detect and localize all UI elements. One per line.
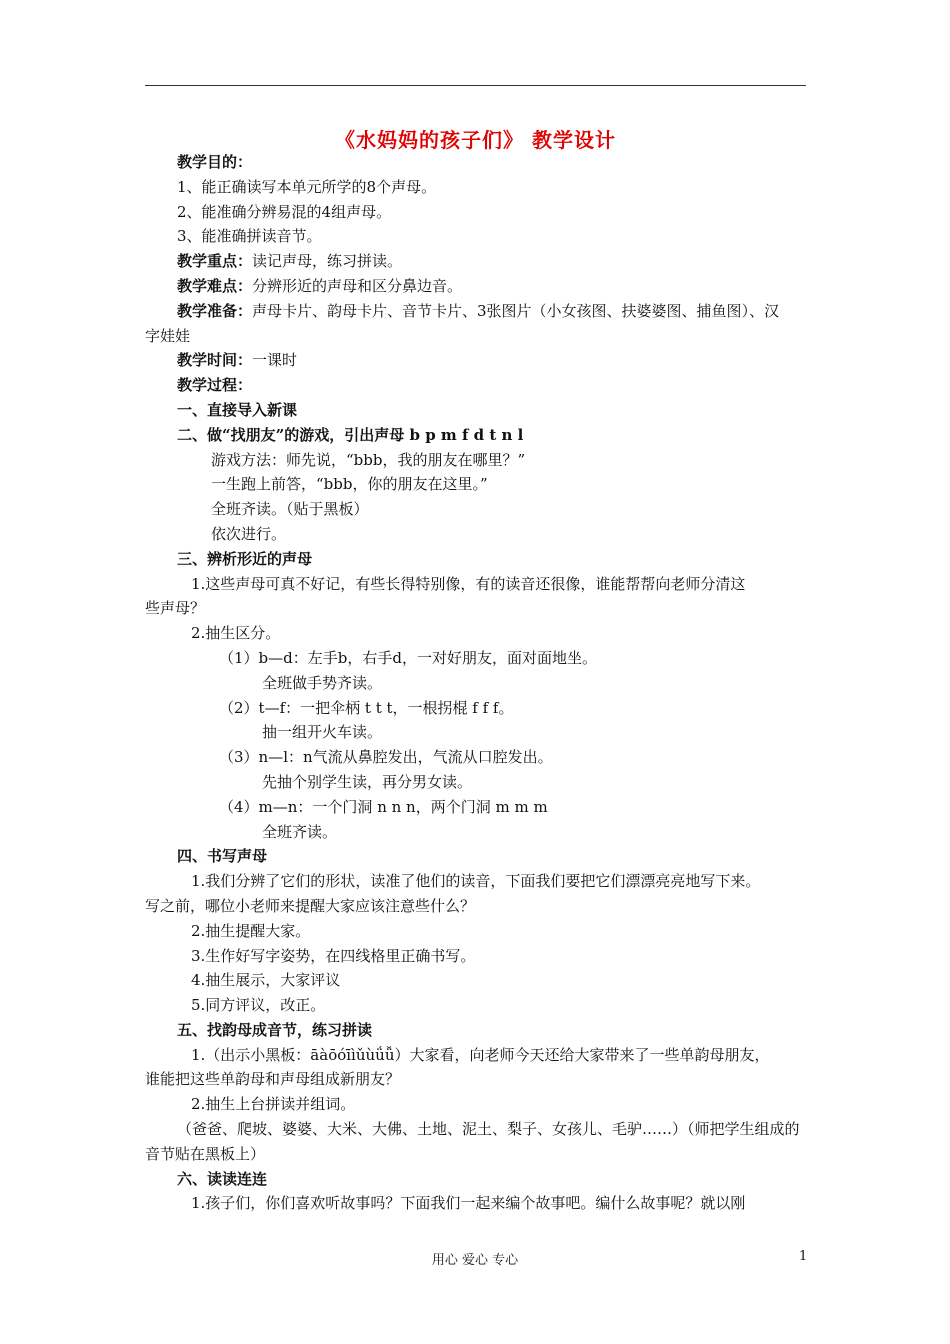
text-line: [145, 1167, 810, 1192]
line-text: 2.抽生上台拼读并组词。: [191, 1095, 356, 1114]
text-line: [145, 1067, 810, 1092]
text-line: [145, 572, 810, 597]
text-line: [145, 1142, 810, 1167]
line-text: 1.孩子们，你们喜欢听故事吗？下面我们一起来编个故事吧。编什么故事呢？就以刚: [191, 1194, 746, 1213]
text-line: [145, 150, 810, 175]
bold-label: 六、读读连连: [177, 1169, 268, 1188]
text-line: [145, 646, 810, 671]
text-line: [145, 423, 810, 448]
line-text: 抽一组开火车读。: [262, 723, 383, 742]
line-text: （1）b—d：左手b，右手d，一对好朋友，面对面地坐。: [219, 648, 597, 667]
text-line: [145, 944, 810, 969]
line-text: （2）t—f：一把伞柄 t t t，一根拐棍 f f f。: [219, 698, 514, 717]
bold-label: 一、直接导入新课: [177, 400, 298, 419]
line-text: 游戏方法：师先说，“bbb，我的朋友在哪里？”: [211, 450, 526, 469]
line-text: 全班做手势齐读。: [262, 673, 383, 692]
bold-label: 三、辨析形近的声母: [177, 549, 313, 568]
text-line: [145, 1043, 810, 1068]
text-line: [145, 696, 810, 721]
line-text: 3.生作好写字姿势，在四线格里正确书写。: [191, 946, 476, 965]
text-line: [145, 175, 810, 200]
line-text: 一生跑上前答，“bbb，你的朋友在这里。”: [211, 475, 488, 494]
bold-label: 教学过程：: [177, 376, 253, 395]
line-text: 声母卡片、韵母卡片、音节卡片、3张图片（小女孩图、扶婆婆图、捕鱼图）、汉: [252, 301, 780, 320]
line-text: （爸爸、爬坡、婆婆、大米、大佛、土地、泥土、梨子、女孩儿、毛驴……）（师把学生组成的: [177, 1120, 800, 1139]
header-rule: [145, 85, 806, 86]
text-line: [145, 770, 810, 795]
line-text: 4.抽生展示，大家评议: [191, 971, 341, 990]
line-text: 音节贴在黑板上）: [145, 1144, 266, 1163]
line-text: 1.（出示小黑板：āàōóīìǔùǘǚ）大家看，向老师今天还给大家带来了一些单韵母朋友，: [191, 1045, 770, 1064]
text-line: [145, 621, 810, 646]
text-line: [145, 968, 810, 993]
text-line: [145, 274, 810, 299]
line-text: 1.我们分辨了它们的形状，读准了他们的读音，下面我们要把它们漂漂亮亮地写下来。: [191, 872, 761, 891]
text-line: [145, 200, 810, 225]
line-text: （4）m—n：一个门洞 n n n，两个门洞 m m m: [219, 797, 548, 816]
line-text: 分辨形近的声母和区分鼻边音。: [252, 276, 463, 295]
text-line: [145, 547, 810, 572]
text-line: [145, 894, 810, 919]
text-line: [145, 869, 810, 894]
text-line: [145, 472, 810, 497]
line-text: 写之前，哪位小老师来提醒大家应该注意些什么？: [145, 896, 476, 915]
text-line: [145, 497, 810, 522]
bold-label: 四、书写声母: [177, 847, 268, 866]
bold-label: 教学难点：: [177, 276, 253, 295]
text-line: [145, 820, 810, 845]
line-text: 谁能把这些单韵母和声母组成新朋友？: [145, 1070, 401, 1089]
line-text: （3）n—l：n气流从鼻腔发出，气流从口腔发出。: [219, 748, 553, 767]
text-line: [145, 671, 810, 696]
line-text: 一课时: [252, 351, 298, 370]
line-text: 1、能正确读写本单元所学的8个声母。: [177, 177, 437, 196]
line-text: 读记声母，练习拼读。: [252, 252, 403, 271]
text-line: [145, 919, 810, 944]
line-text: 1.这些声母可真不好记，有些长得特别像，有的读音还很像，谁能帮帮向老师分清这: [191, 574, 746, 593]
line-text: 字娃娃: [145, 326, 191, 345]
document-body: [145, 150, 810, 1216]
text-line: [145, 844, 810, 869]
text-line: [145, 795, 810, 820]
text-line: [145, 299, 810, 324]
text-line: [145, 720, 810, 745]
text-line: [145, 348, 810, 373]
text-line: [145, 373, 810, 398]
text-line: [145, 993, 810, 1018]
text-line: [145, 745, 810, 770]
bold-label: 教学重点：: [177, 252, 253, 271]
bold-label: 教学时间：: [177, 351, 253, 370]
document-title: 《水妈妈的孩子们》 教学设计: [335, 128, 616, 152]
text-line: [145, 1018, 810, 1043]
line-text: 先抽个别学生读，再分男女读。: [262, 772, 473, 791]
line-text: 5.同方评议，改正。: [191, 996, 326, 1015]
text-line: [145, 1191, 810, 1216]
text-line: [145, 448, 810, 473]
bold-label: 二、做“找朋友”的游戏，引出声母 b p m f d t n l: [177, 425, 524, 444]
line-text: 全班齐读。: [262, 822, 338, 841]
text-line: [145, 324, 810, 349]
text-line: [145, 522, 810, 547]
line-text: 些声母？: [145, 599, 206, 618]
line-text: 2、能准确分辨易混的4组声母。: [177, 202, 392, 221]
text-line: [145, 596, 810, 621]
bold-label: 五、找韵母成音节，练习拼读: [177, 1020, 373, 1039]
page-number: 1: [799, 1249, 808, 1264]
text-line: [145, 249, 810, 274]
line-text: 全班齐读。（贴于黑板）: [211, 500, 369, 519]
line-text: 2.抽生区分。: [191, 624, 281, 643]
text-line: [145, 398, 810, 423]
text-line: [145, 1117, 810, 1142]
text-line: [145, 1092, 810, 1117]
page-footer: 用心 爱心 专心: [431, 1253, 519, 1268]
line-text: 依次进行。: [211, 524, 287, 543]
bold-label: 教学准备：: [177, 301, 253, 320]
bold-label: 教学目的：: [177, 153, 253, 171]
text-line: [145, 224, 810, 249]
line-text: 2.抽生提醒大家。: [191, 921, 311, 940]
line-text: 3、能准确拼读音节。: [177, 227, 322, 246]
